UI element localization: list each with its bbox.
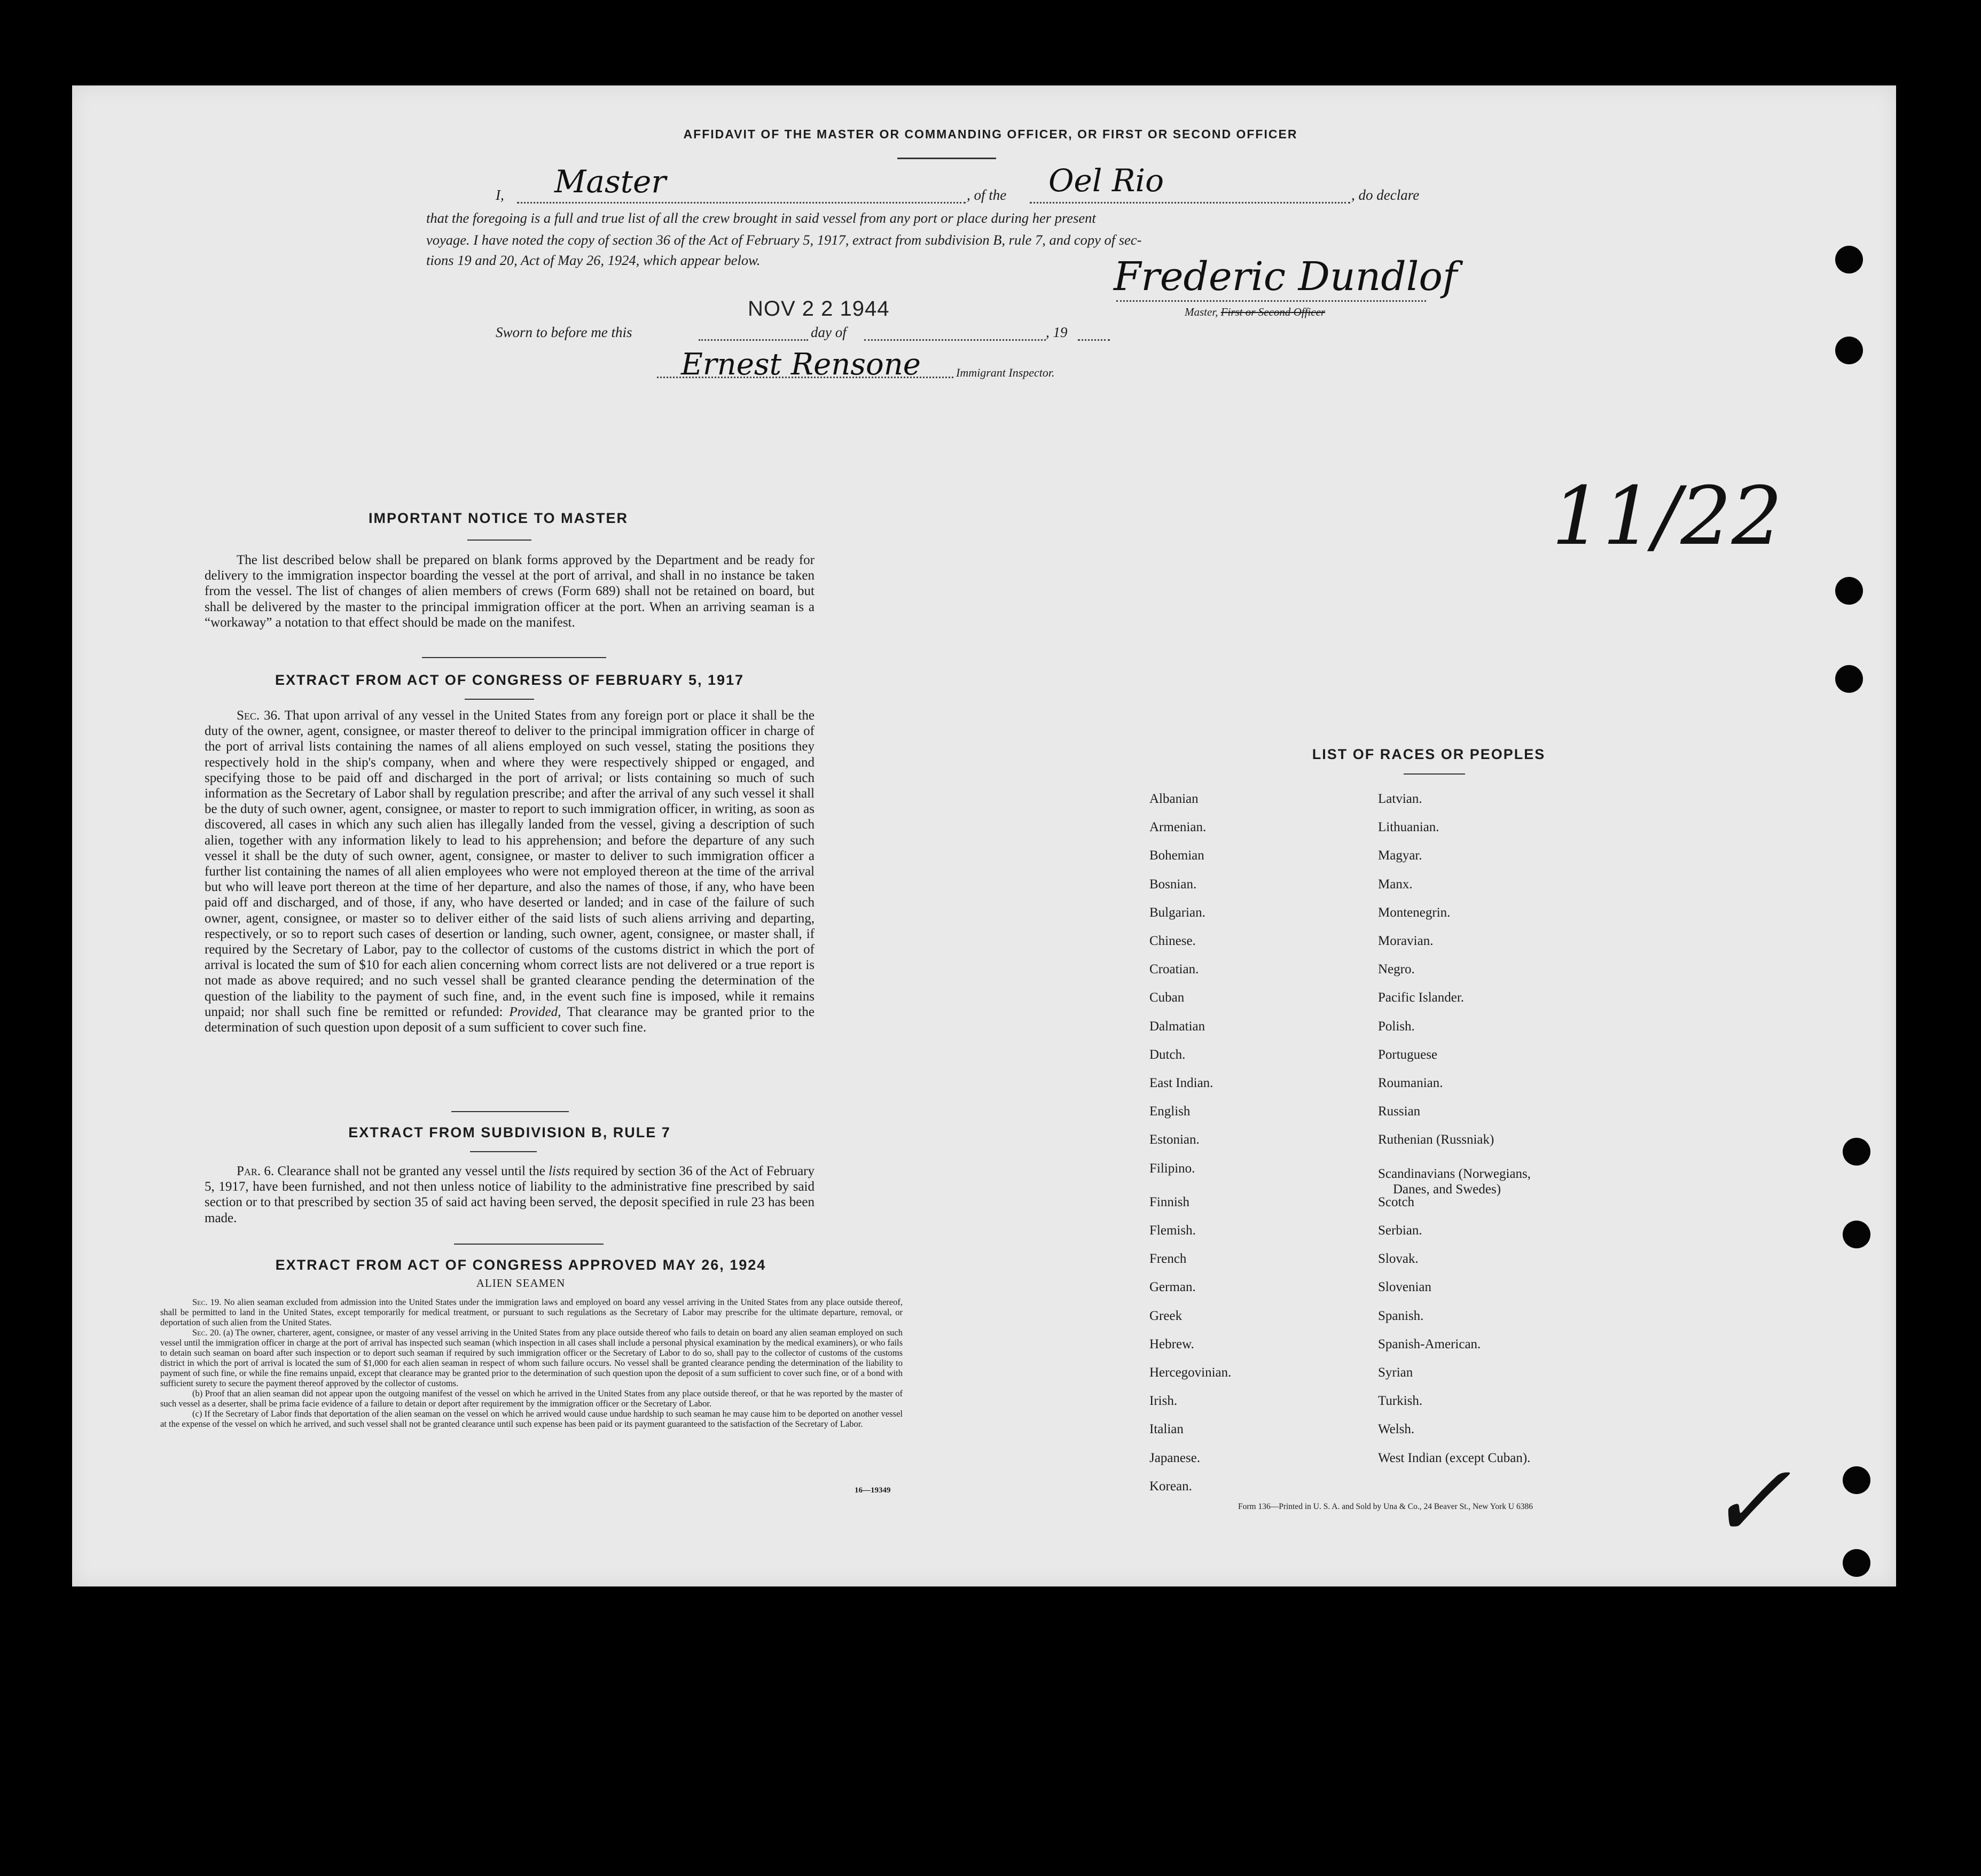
race-item: Pacific Islander. [1378,990,1465,1005]
binder-hole [1843,1221,1870,1248]
race-item: Portuguese [1378,1047,1438,1062]
sec20a-text: (a) The owner, charterer, agent, consignee, or master of any vessel arriving in the United States from any place outside thereof who fails to detain on board any alien seaman employed on such vessel until the immigration officer in charge at the port of arrival has inspected such seaman (which inspection in all cases shall include a personal physical examination by the medical examiners), or who fails to detain such seaman on board after such inspection or to deport such seaman if required by such immigration officer or the Secretary of Labor to do so, shall pay to the collector of customs of the customs district in which the port of arrival is located the sum of $1,000 for each alien seaman in respect of whom such failure occurs. No vessel shall be granted clearance pending the determination of the liability to payment of such fine, or while the fine remains unpaid, except that clearance may be granted prior to the determination of such question upon the deposit of a sum sufficient to cover such fine, or of a bond with sufficient surety to secure the payment thereof approved by the collector of customs. [160,1327,903,1388]
sec19-paragraph [160,1297,903,1327]
signature-caption [1185,306,1325,319]
alien-seamen-subtitle: ALIEN SEAMEN [476,1277,566,1289]
sec19-text: No alien seaman excluded from admission into the United States under the immigration laws and employed on board any vessel arriving in the United States from any place outside thereof, shall be permitted to land in the United States, except temporarily for medical treatment, or pursuant to such regulations as the Secretary of Labor may prescribe for the ultimate departure, removal, or deportation of such alien from the United States. [160,1297,903,1327]
par6-text-a: Clearance shall not be granted any vessel until the [277,1164,545,1178]
extract-1917-body [205,708,815,1035]
par6-text-b: required by section 36 of the Act of February 5, 1917, have been furnished, and not then unless notice of liability to the administrative fine prescribed by said section or to that prescribed by section 35 of said act having been served, the deposit specified in rule 23 has been made. [205,1164,815,1225]
affidavit-title: AFFIDAVIT OF THE MASTER OR COMMANDING OFFICER, OR FIRST OR SECOND OFFICER [683,127,1298,141]
race-item: Hebrew. [1149,1336,1194,1351]
caption-master: Master, [1185,306,1218,318]
race-item: Spanish-American. [1378,1336,1481,1351]
inspector-signature: Ernest Rensone [681,347,921,382]
handwritten-vessel: Oel Rio [1048,162,1164,199]
race-item: Estonian. [1149,1132,1200,1147]
par6-label: Par. 6. [237,1164,275,1178]
race-item: Finnish [1149,1194,1190,1209]
races-title: LIST OF RACES OR PEOPLES [1312,746,1546,762]
race-item: Bulgarian. [1149,905,1205,920]
form-footer: Form 136—Printed in U. S. A. and Sold by Una & Co., 24 Beaver St., New York U 6386 [1238,1502,1533,1511]
race-item: Manx. [1378,877,1413,892]
race-item: Chinese. [1149,934,1196,948]
race-item: English [1149,1104,1191,1119]
race-item: Hercegovinian. [1149,1365,1232,1380]
binder-hole [1843,1549,1870,1577]
divider [470,1151,537,1152]
rank-blank [517,202,966,204]
divider [1404,773,1465,775]
date-stamp: NOV 2 2 1944 [748,297,890,321]
divider [467,540,531,541]
race-item: West Indian (except Cuban). [1378,1450,1531,1465]
race-item: Scandinavians (Norwegians, [1378,1166,1531,1181]
sec20c-paragraph: (c) If the Secretary of Labor finds that deportation of the alien seaman on the vessel on which he arrived would cause undue hardship to such seaman he may cause him to be deported on another vessel at the expense of the vessel on which he arrived, and such vessel shall not be granted clearance until such expense has been paid or its payment guaranteed to the satisfaction of the Secretary of Labor. [160,1409,903,1429]
binder-hole [1835,665,1863,693]
year-blank [1078,339,1110,341]
binder-hole [1835,246,1863,273]
divider [451,1111,569,1112]
rule7-body [205,1163,815,1226]
binder-hole [1843,1138,1870,1166]
extract-1924-body [160,1297,903,1429]
race-item: Albanian [1149,792,1199,806]
race-item: Slovak. [1378,1252,1419,1267]
race-item: Ruthenian (Russniak) [1378,1132,1494,1147]
inspector-caption: Immigrant Inspector. [956,366,1055,379]
race-item: Armenian. [1149,820,1207,835]
binder-hole [1835,337,1863,364]
race-item: Turkish. [1378,1394,1423,1409]
race-item: Serbian. [1378,1223,1422,1238]
inspector-line [657,377,953,378]
sec36-text: That upon arrival of any vessel in the United States from any foreign port or place it shall be the duty of the owner, agent, consignee, or master thereof to deliver to the principal immigration officer in charge of the port of arrival lists containing the names of all aliens employed on such vessel, stating the positions they respectively hold in the ship's company, when and where they were respectively shipped or engaged, and specifying those to be paid off and discharged in the port of arrival; or lists containing so much of such information as the Secretary of Labor shall by regulation prescribe; and after the arrival of any such vessel it shall be the duty of such owner, agent, consignee, or master to report to such immigration officer, in writing, as soon as discovered, all cases in which any such alien has illegally landed from the vessel, giving a description of such alien, together with any information likely to lead to his apprehension; and before the departure of any such vessel it shall be the duty of such owner, agent, consignee, or master to deliver to such immigration officer a further list containing the names of all alien employees who were not employed thereon at the time of the arrival but who will leave port thereon at the time of her departure, and also the names of those, if any, who have been paid off and discharged, and of those, if any, who have deserted or landed; and in case of the failure of such owner, agent, consignee, or master so to deliver either of the said lists of such aliens arriving and departing, respectively, or so to report such cases of desertion or landing, such owner, agent, consignee, or master shall, if required by the Secretary of Labor, pay to the collector of customs of the customs district in which the port of arrival is located the sum of $10 for each alien concerning whom correct lists are not delivered or a true report is not made as above required; and no such vessel shall be granted clearance pending the determination of the question of the liability to the payment of such fine, and, in the event such fine is imposed, while it remains unpaid; nor shall such fine be remitted or refunded: [205,708,815,1019]
race-item: Dutch. [1149,1047,1186,1062]
race-item: Moravian. [1378,934,1434,948]
i-label: I, [496,187,504,203]
year-label: , 19 [1046,324,1068,340]
race-item: Negro. [1378,962,1415,977]
race-item: Magyar. [1378,848,1422,863]
of-the-label: , of the [967,187,1007,203]
month-blank [864,339,1046,341]
day-blank [699,339,808,341]
par6-lists: lists [549,1164,570,1178]
race-item: East Indian. [1149,1076,1213,1090]
sec36-label: Sec. 36. [237,708,281,723]
print-code: 16—19349 [855,1486,891,1495]
handwritten-number: 11/22 [1552,470,1783,563]
race-item: Italian [1149,1422,1184,1437]
race-item: Bohemian [1149,848,1204,863]
race-item: Irish. [1149,1394,1178,1409]
sec20-label: Sec. 20. [192,1327,221,1338]
declaration-line-3: voyage. I have noted the copy of section 36 of the Act of February 5, 1917, extract from subdivision B, rule 7, and copy of sec- [426,232,1142,248]
race-item: Scotch [1378,1194,1415,1209]
divider [465,699,534,700]
race-item: Filipino. [1149,1161,1195,1176]
signature-line [1116,300,1426,302]
race-item: Croatian. [1149,962,1199,977]
race-item: Cuban [1149,990,1185,1005]
race-item: Montenegrin. [1378,905,1451,920]
declaration-line-2: that the foregoing is a full and true list of all the crew brought in said vessel from any port or place during her present [426,210,1096,226]
race-item: Syrian [1378,1365,1413,1380]
race-item: Spanish. [1378,1308,1424,1323]
proviso-text: That clearance may be granted prior to the determination of such question upon deposit of a sum sufficient to cover such fine. [205,1004,815,1035]
sec20a-paragraph [160,1327,903,1388]
race-item: Flemish. [1149,1223,1196,1238]
extract-1917-title: EXTRACT FROM ACT OF CONGRESS OF FEBRUARY 5, 1917 [275,672,745,688]
race-item: Welsh. [1378,1422,1415,1437]
race-item: Latvian. [1378,792,1422,806]
do-declare-label: , do declare [1351,187,1420,203]
sworn-line [496,324,1190,346]
race-item: Lithuanian. [1378,820,1439,835]
sec19-label: Sec. 19. [192,1297,222,1307]
binder-hole [1843,1466,1870,1494]
divider [422,657,606,658]
master-signature: Frederic Dundlof [1114,254,1458,300]
notice-body: The list described below shall be prepared on blank forms approved by the Department and be ready for delivery to the immigration inspector boarding the vessel at the port of arrival, and shall in no instance be taken from the vessel. The list of changes of alien members of crews (Form 689) shall not be retained on board, but shall be delivered by the master to the principal immigration officer at the port. When an arriving seaman is a “workaway” a notation to that effect should be made on the manifest. [205,553,815,630]
race-item: Roumanian. [1378,1076,1443,1090]
race-item: Bosnian. [1149,877,1197,892]
race-item: Greek [1149,1308,1183,1323]
divider [454,1244,604,1245]
race-item: Japanese. [1149,1450,1201,1465]
handwritten-rank: Master [554,163,667,200]
race-item: French [1149,1252,1187,1267]
extract-1924-title: EXTRACT FROM ACT OF CONGRESS APPROVED MAY 26, 1924 [275,1257,766,1273]
proviso-label: Provided, [509,1004,561,1019]
sworn-label: Sworn to before me this [496,324,632,340]
rule7-title: EXTRACT FROM SUBDIVISION B, RULE 7 [348,1124,671,1140]
declaration-line-1 [496,162,1457,208]
sec20b-paragraph: (b) Proof that an alien seaman did not appear upon the outgoing manifest of the vessel on which he arrived in the United States from any place outside thereof, or that he was reported by the master of such vessel as a deserter, shall be prima facie evidence of a failure to detain or deport after requirement by the immigration officer or the Secretary of Labor. [160,1388,903,1409]
handwritten-check-mark: ✓ [1706,1442,1792,1560]
race-item: Korean. [1149,1479,1192,1494]
day-of-label: day of [811,324,847,340]
race-item: Slovenian [1378,1280,1431,1295]
race-item: German. [1149,1280,1196,1295]
race-item: Russian [1378,1104,1421,1119]
notice-title: IMPORTANT NOTICE TO MASTER [369,510,628,526]
divider [897,158,996,159]
race-item: Danes, and Swedes) [1393,1182,1501,1197]
race-item: Dalmatian [1149,1019,1205,1034]
caption-struck: First or Second Officer [1220,306,1326,318]
race-item: Polish. [1378,1019,1415,1034]
vessel-blank [1030,202,1350,204]
declaration-line-4: tions 19 and 20, Act of May 26, 1924, which appear below. [426,252,761,268]
binder-hole [1835,577,1863,605]
